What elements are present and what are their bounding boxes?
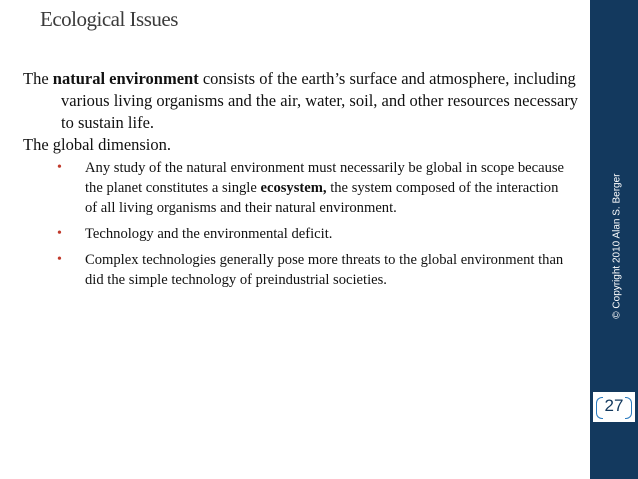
bullet-text-pre: Any study of the natural environment must necessarily be global in scope because the planet constitutes a single [85,160,565,196]
right-bracket-icon [625,397,632,419]
paragraph-natural-environment [23,68,583,134]
bullet-item [23,224,565,244]
slide-body [23,68,583,296]
bullet-marker: • [57,226,62,241]
bullet-item [23,158,565,218]
bullet-text-pre: Technology and the environmental deficit. [85,226,333,242]
bullet-text-pre: Complex technologies generally pose more threats to the global environment than did the simple technology of preindustrial societies. [85,252,564,288]
para1-prefix: The [23,69,53,88]
bullet-marker: • [57,160,62,175]
copyright-notice: © Copyright 2010 Alan S. Berger [611,173,623,319]
bullet-item [23,250,565,290]
bullet-text-post: the system composed of the interaction of all living organisms and their natural environment. [85,180,559,216]
page-number-badge [593,392,635,422]
para1-rest: consists of the earth’s surface and atmosphere, including various living organisms and the air, water, soil, and other resources necessary to sustain life. [61,69,579,132]
page-number: 27 [604,396,624,415]
slide-title: Ecological Issues [40,7,178,31]
bullet-list [23,158,583,290]
bullet-bold-term: ecosystem, [260,180,327,196]
para1-bold-term: natural environment [52,69,199,88]
paragraph-global-dimension: The global dimension. [23,135,172,154]
bullet-marker: • [57,252,62,267]
